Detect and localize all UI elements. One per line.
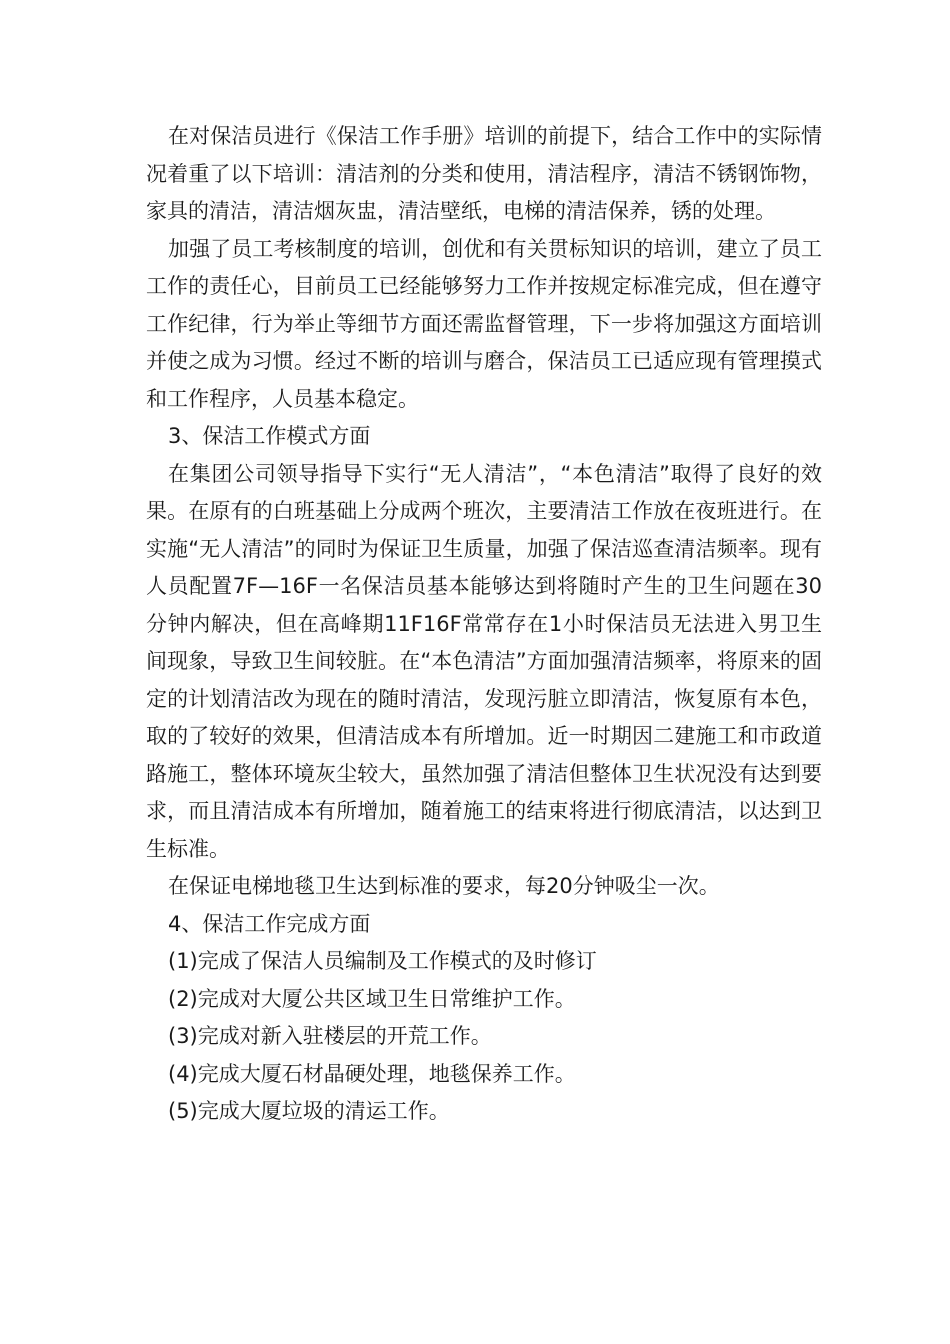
list-item: (3)完成对新入驻楼层的开荒工作。 — [168, 1024, 492, 1048]
list-item: (4)完成大厦石材晶硬处理，地毯保养工作。 — [168, 1061, 576, 1086]
paragraph-assessment-training: 加强了员工考核制度的培训，创优和有关贯标知识的培训，建立了员工工作的责任心，目前员工已经能够努力工作并按规定标准完成，但在遵守工作纪律，行为举止等细节方面还需监督管理，下一步将加强这方面培训并使之成为习惯。经过不断的培训与磨合，保洁员工已适应现有管理摸式和工作程序，人员基本稳定。 — [146, 236, 822, 411]
list-item: (1)完成了保洁人员编制及工作模式的及时修订 — [168, 949, 597, 973]
paragraph-training-content: 在对保洁员进行《保洁工作手册》培训的前提下，结合工作中的实际情况着重了以下培训：清洁剂的分类和使用，清洁程序，清洁不锈钢饰物，家具的清洁，清洁烟灰盅，清洁壁纸，电梯的清洁保养，锈的处理。 — [146, 124, 822, 223]
paragraph-elevator-carpet: 在保证电梯地毯卫生达到标准的要求，每20分钟吸尘一次。 — [168, 874, 720, 898]
list-item: (5)完成大厦垃圾的清运工作。 — [168, 1099, 450, 1123]
section-heading-work-mode: 3、保洁工作模式方面 — [168, 424, 371, 448]
document-body — [146, 118, 822, 1131]
section-heading-work-completion: 4、保洁工作完成方面 — [168, 911, 371, 936]
list-item: (2)完成对大厦公共区域卫生日常维护工作。 — [168, 986, 576, 1011]
paragraph-work-mode: 在集团公司领导指导下实行“无人清洁”，“本色清洁”取得了良好的效果。在原有的白班基础上分成两个班次，主要清洁工作放在夜班进行。在实施“无人清洁”的同时为保证卫生质量，加强了保洁巡查清洁频率。现有人员配置7F—16F一名保洁员基本能够达到将随时产生的卫生问题在30分钟内解决，但在高峰期11F16F常常存在1小时保洁员无法进入男卫生间现象，导致卫生间较脏。在“本色清洁”方面加强清洁频率，将原来的固定的计划清洁改为现在的随时清洁，发现污脏立即清洁，恢复原有本色，取的了较好的效果，但清洁成本有所增加。近一时期因二建施工和市政道路施工，整体环境灰尘较大，虽然加强了清洁但整体卫生状况没有达到要求，而且清洁成本有所增加，随着施工的结束将进行彻底清洁，以达到卫生标准。 — [146, 461, 822, 861]
